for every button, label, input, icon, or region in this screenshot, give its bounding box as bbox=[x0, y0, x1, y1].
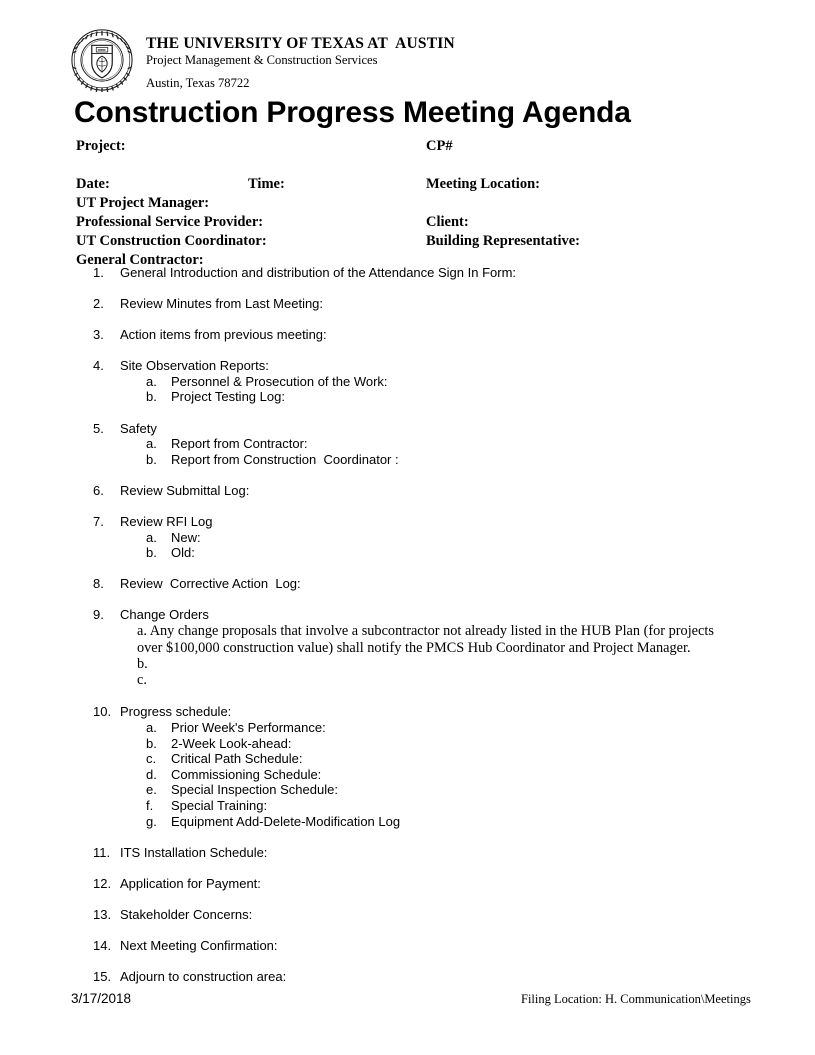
agenda-item bbox=[0, 576, 815, 592]
footer-filing-location: Filing Location: H. Communication\Meetings bbox=[521, 992, 751, 1006]
agenda-subitem-marker: d. bbox=[146, 766, 157, 782]
agenda-subitem bbox=[0, 782, 815, 798]
agenda-subitem bbox=[0, 530, 815, 546]
agenda-subitem-marker: g. bbox=[146, 813, 157, 829]
agenda-subitem-label: Personnel & Prosecution of the Work: bbox=[171, 373, 388, 389]
agenda-item-spacer bbox=[0, 561, 815, 577]
agenda-subitem-paragraph: a. Any change proposals that involve a subcontractor not already listed in the HUB Plan (for projects over $100,000 construction value) shall notify the PMCS Hub Coordinator and Project Manager. bbox=[137, 622, 714, 656]
agenda-item-label: Safety bbox=[120, 420, 157, 436]
agenda-item-label: Action items from previous meeting: bbox=[120, 327, 327, 343]
agenda-item-number: 15. bbox=[93, 969, 112, 985]
agenda-item bbox=[0, 358, 815, 405]
agenda-subitem bbox=[0, 736, 815, 752]
agenda-item-number: 11. bbox=[93, 844, 111, 860]
agenda-item-label: Change Orders bbox=[120, 607, 209, 623]
project-info-fields bbox=[0, 138, 815, 271]
agenda-subitem-label: Critical Path Schedule: bbox=[171, 751, 303, 767]
agenda-item-label: General Introduction and distribution of the Attendance Sign In Form: bbox=[120, 265, 517, 280]
agenda-subitem bbox=[0, 389, 815, 405]
agenda-item-head bbox=[0, 327, 815, 343]
field-row bbox=[0, 176, 815, 195]
field-label-building-representative: Building Representative: bbox=[426, 233, 580, 249]
agenda-item bbox=[0, 704, 815, 829]
agenda-subitem-marker: a. bbox=[146, 529, 157, 545]
field-row-spacer bbox=[0, 157, 815, 176]
agenda-item-spacer bbox=[0, 689, 815, 705]
agenda-item-spacer bbox=[0, 343, 815, 359]
field-row bbox=[0, 233, 815, 252]
agenda-item-label: Review Corrective Action Log: bbox=[120, 576, 301, 592]
agenda-item-number: 13. bbox=[93, 906, 112, 922]
agenda-subitem bbox=[0, 798, 815, 814]
agenda-subitem-label: New: bbox=[171, 529, 201, 545]
agenda-subitem-marker: f. bbox=[146, 797, 154, 813]
agenda-item-spacer bbox=[0, 592, 815, 608]
agenda-item bbox=[0, 327, 815, 343]
agenda-item-number: 8. bbox=[93, 576, 104, 592]
agenda-item-label: Next Meeting Confirmation: bbox=[120, 937, 278, 953]
agenda-item-number: 7. bbox=[93, 513, 104, 529]
field-row bbox=[0, 214, 815, 233]
agenda-item bbox=[0, 907, 815, 923]
city-state-zip: Austin, Texas 78722 bbox=[146, 76, 250, 91]
agenda-subitem-marker: b. bbox=[146, 735, 157, 751]
agenda-item-number: 9. bbox=[93, 607, 104, 623]
agenda-subitem bbox=[0, 814, 815, 830]
agenda-subitem-label: Equipment Add-Delete-Modification Log bbox=[171, 813, 401, 829]
agenda-subitem-label: 2-Week Look-ahead: bbox=[171, 735, 292, 751]
organization-name: THE UNIVERSITY OF TEXAS AT AUSTIN bbox=[146, 35, 455, 52]
agenda-subitem-label: Commissioning Schedule: bbox=[171, 766, 322, 782]
agenda-list bbox=[0, 265, 815, 985]
agenda-subitem-marker: a. bbox=[146, 373, 157, 389]
agenda-subitem bbox=[0, 436, 815, 452]
agenda-subitem-marker: b. bbox=[146, 451, 157, 467]
agenda-subitem bbox=[0, 767, 815, 783]
agenda-item bbox=[0, 938, 815, 954]
agenda-item-spacer bbox=[0, 922, 815, 938]
field-label-ut-construction-coordinator: UT Construction Coordinator: bbox=[76, 233, 267, 249]
agenda-item-head bbox=[0, 607, 815, 623]
agenda-item-label: Adjourn to construction area: bbox=[120, 969, 287, 985]
department-name: Project Management & Construction Services bbox=[146, 53, 378, 68]
agenda-item-head bbox=[0, 265, 815, 281]
agenda-item-number: 6. bbox=[93, 482, 104, 498]
field-label-cp-number: CP# bbox=[426, 138, 453, 154]
agenda-item-label: Stakeholder Concerns: bbox=[120, 906, 253, 922]
agenda-item-label: Review RFI Log bbox=[120, 513, 213, 529]
agenda-item-head bbox=[0, 358, 815, 374]
agenda-item-head bbox=[0, 296, 815, 312]
field-label-meeting-location: Meeting Location: bbox=[426, 176, 540, 192]
agenda-item-number: 4. bbox=[93, 358, 104, 374]
agenda-item bbox=[0, 483, 815, 499]
agenda-item-head bbox=[0, 845, 815, 861]
agenda-subitem bbox=[0, 374, 815, 390]
agenda-item bbox=[0, 421, 815, 468]
agenda-subitem bbox=[0, 720, 815, 736]
field-label-professional-service-provider: Professional Service Provider: bbox=[76, 214, 264, 230]
agenda-subitem bbox=[0, 545, 815, 561]
field-label-general-contractor: General Contractor: bbox=[76, 252, 204, 268]
agenda-subitem-marker: a. bbox=[146, 720, 157, 735]
agenda-item-spacer bbox=[0, 860, 815, 876]
agenda-item-spacer bbox=[0, 405, 815, 421]
agenda-item-spacer bbox=[0, 498, 815, 514]
agenda-item-number: 2. bbox=[93, 296, 104, 312]
field-label-project: Project: bbox=[76, 138, 126, 154]
letterhead-text bbox=[146, 26, 455, 92]
agenda-subitem-label: Report from Contractor: bbox=[171, 436, 308, 452]
agenda-item bbox=[0, 607, 815, 689]
agenda-item-number: 14. bbox=[93, 937, 112, 953]
agenda-item-head bbox=[0, 969, 815, 985]
agenda-item bbox=[0, 296, 815, 312]
field-row bbox=[0, 195, 815, 214]
agenda-item bbox=[0, 265, 815, 281]
field-row bbox=[0, 138, 815, 157]
agenda-item bbox=[0, 514, 815, 561]
agenda-item-label: Review Minutes from Last Meeting: bbox=[120, 296, 324, 312]
agenda-item-number: 3. bbox=[93, 327, 104, 343]
agenda-item-label: ITS Installation Schedule: bbox=[120, 844, 268, 860]
agenda-item-head bbox=[0, 576, 815, 592]
agenda-item-number: 10. bbox=[93, 704, 112, 720]
agenda-subitem-label: Old: bbox=[171, 545, 195, 561]
agenda-subitem-paragraph: c. bbox=[137, 671, 147, 688]
agenda-item-number: 5. bbox=[93, 420, 104, 436]
agenda-item bbox=[0, 969, 815, 985]
field-label-ut-project-manager: UT Project Manager: bbox=[76, 195, 210, 211]
agenda-subitem bbox=[0, 751, 815, 767]
agenda-item-spacer bbox=[0, 954, 815, 970]
agenda-item bbox=[0, 876, 815, 892]
agenda-subitem-marker: e. bbox=[146, 782, 157, 798]
agenda-subitem-label: Report from Construction Coordinator : bbox=[171, 451, 399, 467]
agenda-item-label: Application for Payment: bbox=[120, 875, 261, 891]
letterhead bbox=[70, 26, 455, 92]
agenda-item-spacer bbox=[0, 891, 815, 907]
agenda-item-head bbox=[0, 421, 815, 437]
agenda-subitem-marker: b. bbox=[146, 389, 157, 405]
university-seal-icon bbox=[70, 28, 134, 92]
agenda-subitem bbox=[0, 452, 815, 468]
agenda-item-head bbox=[0, 483, 815, 499]
agenda-item-spacer bbox=[0, 467, 815, 483]
agenda-item-head bbox=[0, 876, 815, 892]
agenda-item-head bbox=[0, 514, 815, 530]
agenda-item-spacer bbox=[0, 312, 815, 328]
agenda-item-label: Progress schedule: bbox=[120, 704, 232, 720]
footer-date: 3/17/2018 bbox=[71, 991, 132, 1006]
agenda-subitem-label: Special Training: bbox=[171, 797, 268, 813]
agenda-item-head bbox=[0, 907, 815, 923]
agenda-subitem-label: Prior Week's Performance: bbox=[171, 720, 326, 735]
field-label-client: Client: bbox=[426, 214, 469, 230]
agenda-subitem-marker: a. bbox=[146, 436, 157, 452]
agenda-item-label: Review Submittal Log: bbox=[120, 482, 250, 498]
agenda-subitem-marker: b. bbox=[146, 545, 157, 561]
agenda-item-spacer bbox=[0, 281, 815, 297]
field-label-time: Time: bbox=[248, 176, 285, 192]
agenda-subitem-paragraph: b. bbox=[137, 655, 148, 672]
agenda-item-head bbox=[0, 704, 815, 720]
agenda-subitem-label: Project Testing Log: bbox=[171, 389, 285, 405]
agenda-item-number: 12. bbox=[93, 875, 112, 891]
agenda-subitem-label: Special Inspection Schedule: bbox=[171, 782, 338, 798]
field-label-date: Date: bbox=[76, 176, 110, 192]
agenda-item-spacer bbox=[0, 829, 815, 845]
agenda-item-head bbox=[0, 938, 815, 954]
agenda-item bbox=[0, 845, 815, 861]
agenda-item-label: Site Observation Reports: bbox=[120, 358, 269, 374]
agenda-item-number: 1. bbox=[93, 265, 104, 280]
page-title: Construction Progress Meeting Agenda bbox=[74, 96, 631, 129]
agenda-subitem-marker: c. bbox=[146, 751, 157, 767]
